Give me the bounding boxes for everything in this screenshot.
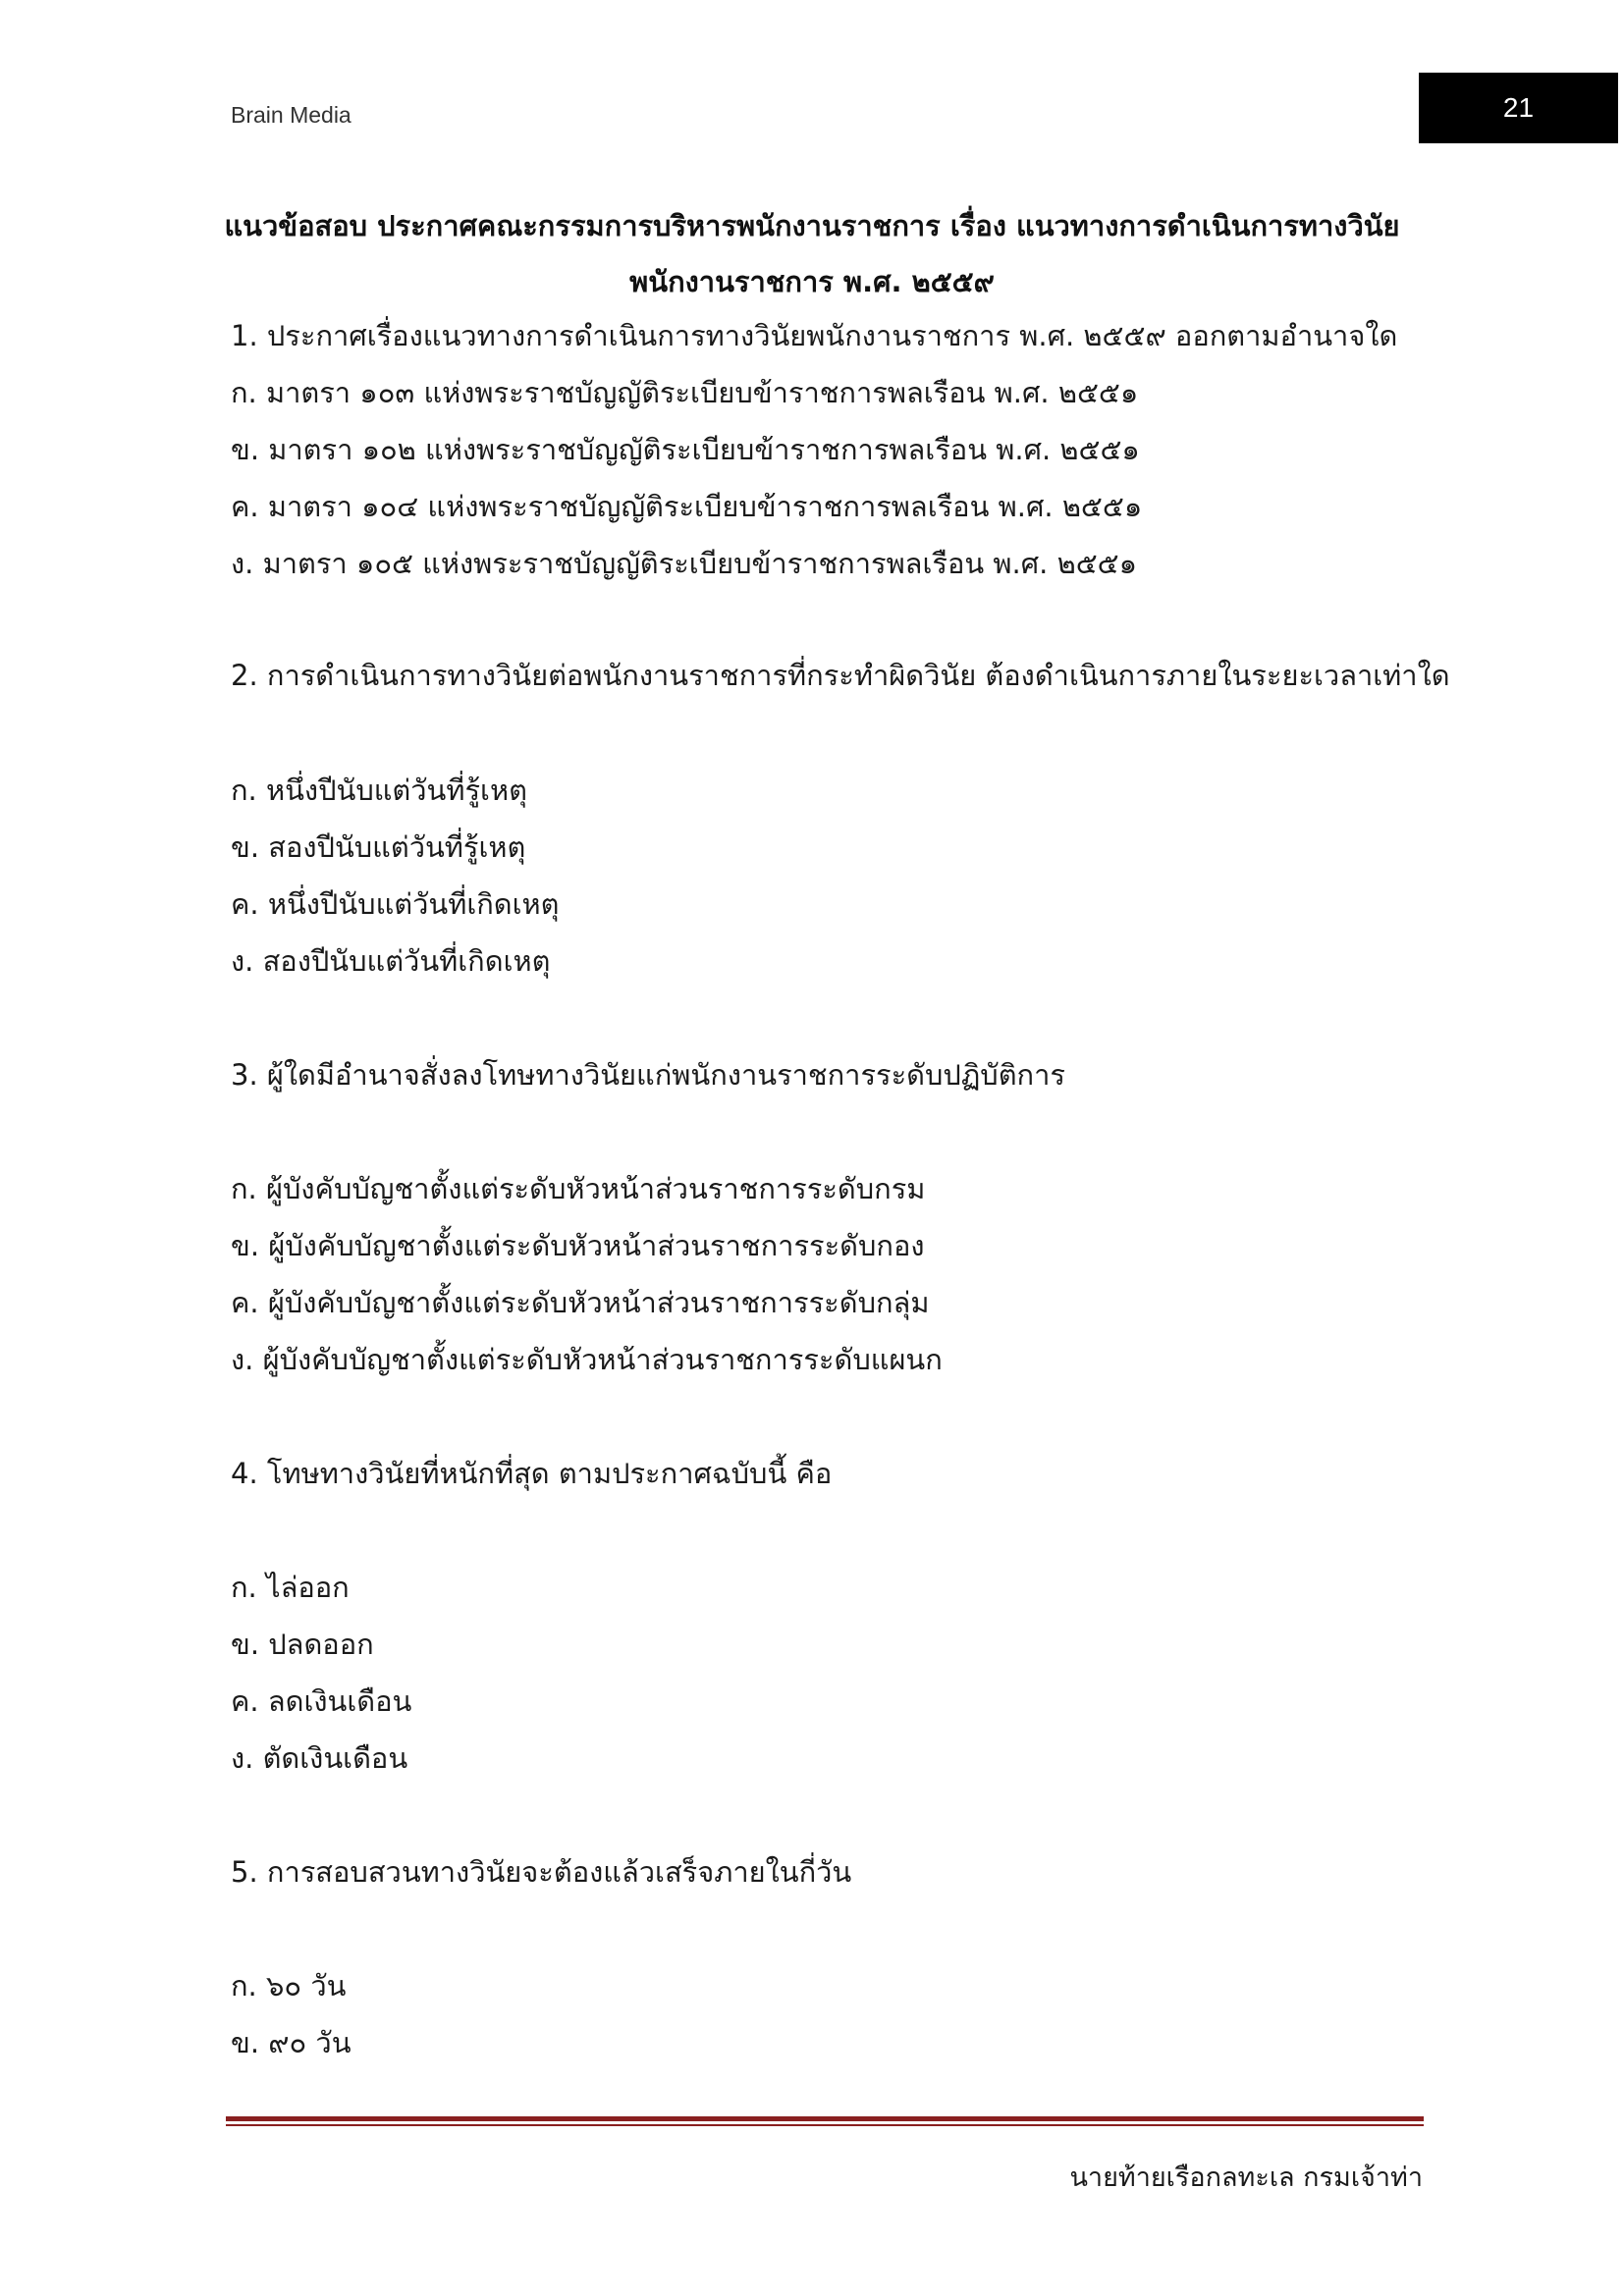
question-4-choice-d: ง. ตัดเงินเดือน (231, 1741, 408, 1775)
document-title-line-1: แนวข้อสอบ ประกาศคณะกรรมการบริหารพนักงานราชการ เรื่อง แนวทางการดำเนินการทางวินัย (224, 209, 1400, 242)
question-5-choice-b: ข. ๙๐ วัน (231, 2026, 352, 2059)
question-3-choice-d: ง. ผู้บังคับบัญชาตั้งแต่ระดับหัวหน้าส่วนราชการระดับแผนก (231, 1343, 943, 1376)
question-2: 2. การดำเนินการทางวินัยต่อพนักงานราชการที่กระทำผิดวินัย ต้องดำเนินการภายในระยะเวลาเท่าใด (231, 659, 1450, 692)
question-5: 5. การสอบสวนทางวินัยจะต้องแล้วเสร็จภายในกี่วัน (231, 1855, 852, 1889)
question-4: 4. โทษทางวินัยที่หนักที่สุด ตามประกาศฉบับนี้ คือ (231, 1457, 833, 1490)
question-2-choice-c: ค. หนึ่งปีนับแต่วันที่เกิดเหตุ (231, 887, 560, 921)
question-4-choice-c: ค. ลดเงินเดือน (231, 1684, 412, 1718)
document-title-line-2: พนักงานราชการ พ.ศ. ๒๕๕๙ (629, 265, 995, 298)
question-2-choice-a: ก. หนึ่งปีนับแต่วันที่รู้เหตุ (231, 774, 527, 807)
question-1-choice-c: ค. มาตรา ๑๐๔ แห่งพระราชบัญญัติระเบียบข้าราชการพลเรือน พ.ศ. ๒๕๕๑ (231, 490, 1143, 523)
question-1-choice-a: ก. มาตรา ๑๐๓ แห่งพระราชบัญญัติระเบียบข้าราชการพลเรือน พ.ศ. ๒๕๕๑ (231, 376, 1139, 409)
page-number-badge (1419, 73, 1618, 143)
question-4-choice-a: ก. ไล่ออก (231, 1571, 350, 1604)
question-3: 3. ผู้ใดมีอำนาจสั่งลงโทษทางวินัยแก่พนักงานราชการระดับปฏิบัติการ (231, 1058, 1065, 1092)
question-3-choice-b: ข. ผู้บังคับบัญชาตั้งแต่ระดับหัวหน้าส่วนราชการระดับกอง (231, 1229, 925, 1262)
header-brand: Brain Media (231, 102, 352, 128)
question-3-choice-a: ก. ผู้บังคับบัญชาตั้งแต่ระดับหัวหน้าส่วนราชการระดับกรม (231, 1172, 926, 1205)
question-1: 1. ประกาศเรื่องแนวทางการดำเนินการทางวินัยพนักงานราชการ พ.ศ. ๒๕๕๙ ออกตามอำนาจใด (231, 319, 1398, 352)
question-3-choice-c: ค. ผู้บังคับบัญชาตั้งแต่ระดับหัวหน้าส่วนราชการระดับกลุ่ม (231, 1286, 930, 1319)
page-number: 21 (1502, 92, 1535, 123)
question-2-choice-d: ง. สองปีนับแต่วันที่เกิดเหตุ (231, 944, 551, 978)
question-4-choice-b: ข. ปลดออก (231, 1628, 374, 1661)
question-1-choice-d: ง. มาตรา ๑๐๕ แห่งพระราชบัญญัติระเบียบข้าราชการพลเรือน พ.ศ. ๒๕๕๑ (231, 547, 1138, 580)
footer-text: นายท้ายเรือกลทะเล กรมเจ้าท่า (1069, 2163, 1423, 2193)
question-2-choice-b: ข. สองปีนับแต่วันที่รู้เหตุ (231, 830, 526, 864)
footer-divider (226, 2116, 1424, 2126)
question-5-choice-a: ก. ๖๐ วัน (231, 1969, 347, 2002)
question-1-choice-b: ข. มาตรา ๑๐๒ แห่งพระราชบัญญัติระเบียบข้าราชการพลเรือน พ.ศ. ๒๕๕๑ (231, 433, 1140, 466)
